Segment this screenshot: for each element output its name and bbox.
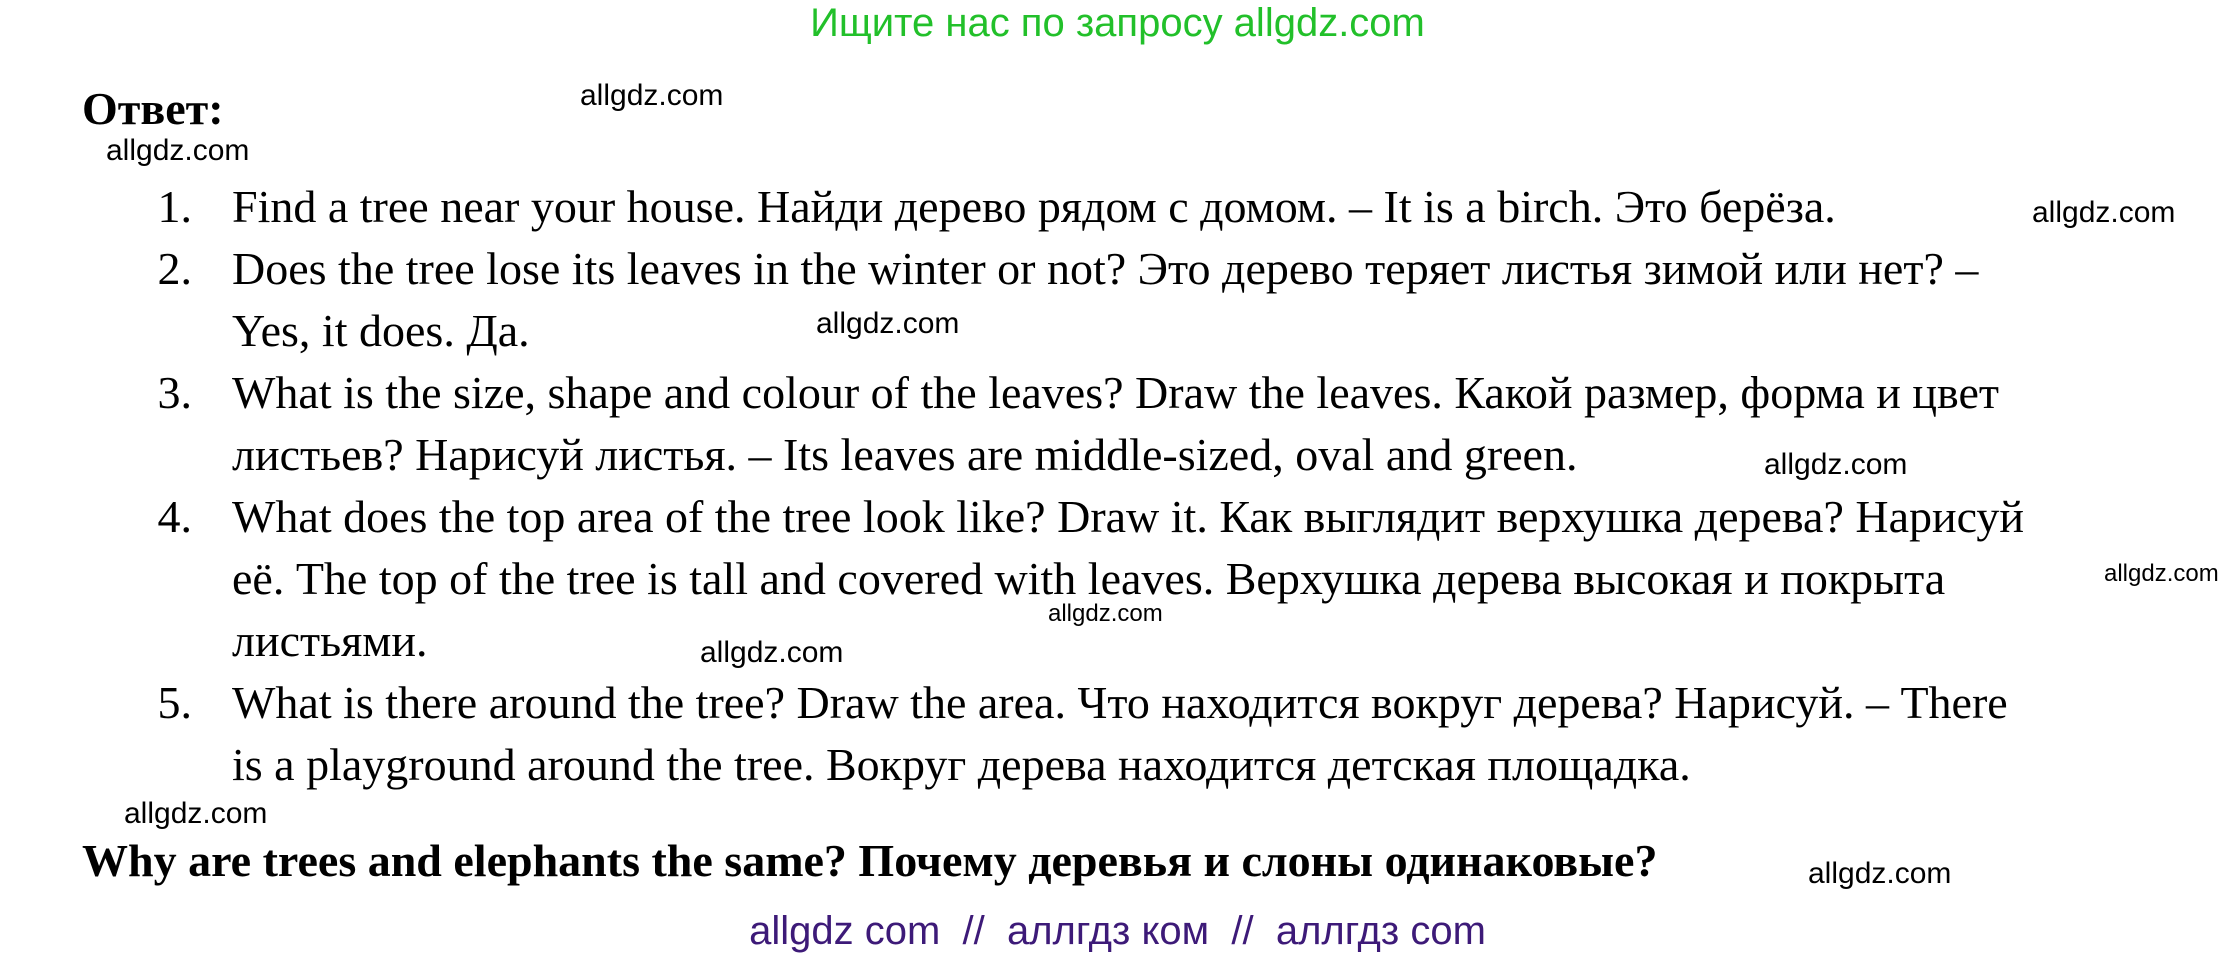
watermark: allgdz.com xyxy=(580,79,724,112)
watermark: allgdz.com xyxy=(1808,857,1952,890)
list-item-line: What is the size, shape and colour of the leaves? Draw the leaves. Какой размер, форма и цвет xyxy=(232,367,1999,418)
list-item-number: 5. xyxy=(157,677,192,728)
list-item-line: What is there around the tree? Draw the area. Что находится вокруг дерева? Нарисуй. – There xyxy=(232,677,2008,728)
watermark: allgdz.com xyxy=(1048,600,1163,627)
list-item-number: 1. xyxy=(157,181,192,232)
bottom-question: Why are trees and elephants the same? Почему деревья и слоны одинаковые? xyxy=(82,835,1658,886)
list-item-line: Yes, it does. Да. xyxy=(232,305,530,356)
list-item-line: листьями. xyxy=(232,615,428,666)
list-item-line: листьев? Нарисуй листья. – Its leaves are middle-sized, oval and green. xyxy=(232,429,1578,480)
watermark: allgdz.com xyxy=(1764,448,1908,481)
list-item-line: is a playground around the tree. Вокруг дерева находится детская площадка. xyxy=(232,739,1691,790)
list-item-line: Find a tree near your house. Найди дерево рядом с домом. – It is a birch. Это берёза. xyxy=(232,181,1836,232)
header-banner: Ищите нас по запросу allgdz.com xyxy=(810,1,1425,45)
list-item-line: What does the top area of the tree look like? Draw it. Как выглядит верхушка дерева? Нарисуй xyxy=(232,491,2025,542)
watermark: allgdz.com xyxy=(2104,560,2219,587)
footer-links[interactable]: allgdz com // аллгдз ком // аллгдз com xyxy=(749,909,1486,953)
answer-heading: Ответ: xyxy=(82,83,224,134)
watermark: allgdz.com xyxy=(816,307,960,340)
list-item-line: Does the tree lose its leaves in the winter or not? Это дерево теряет листья зимой или нет? – xyxy=(232,243,1979,294)
watermark: allgdz.com xyxy=(106,134,250,167)
list-item-number: 3. xyxy=(157,367,192,418)
list-item-number: 2. xyxy=(157,243,192,294)
watermark: allgdz.com xyxy=(124,797,268,830)
list-item-number: 4. xyxy=(157,491,192,542)
watermark: allgdz.com xyxy=(700,636,844,669)
list-item-line: её. The top of the tree is tall and covered with leaves. Верхушка дерева высокая и покрыта xyxy=(232,553,1946,604)
watermark: allgdz.com xyxy=(2032,196,2176,229)
